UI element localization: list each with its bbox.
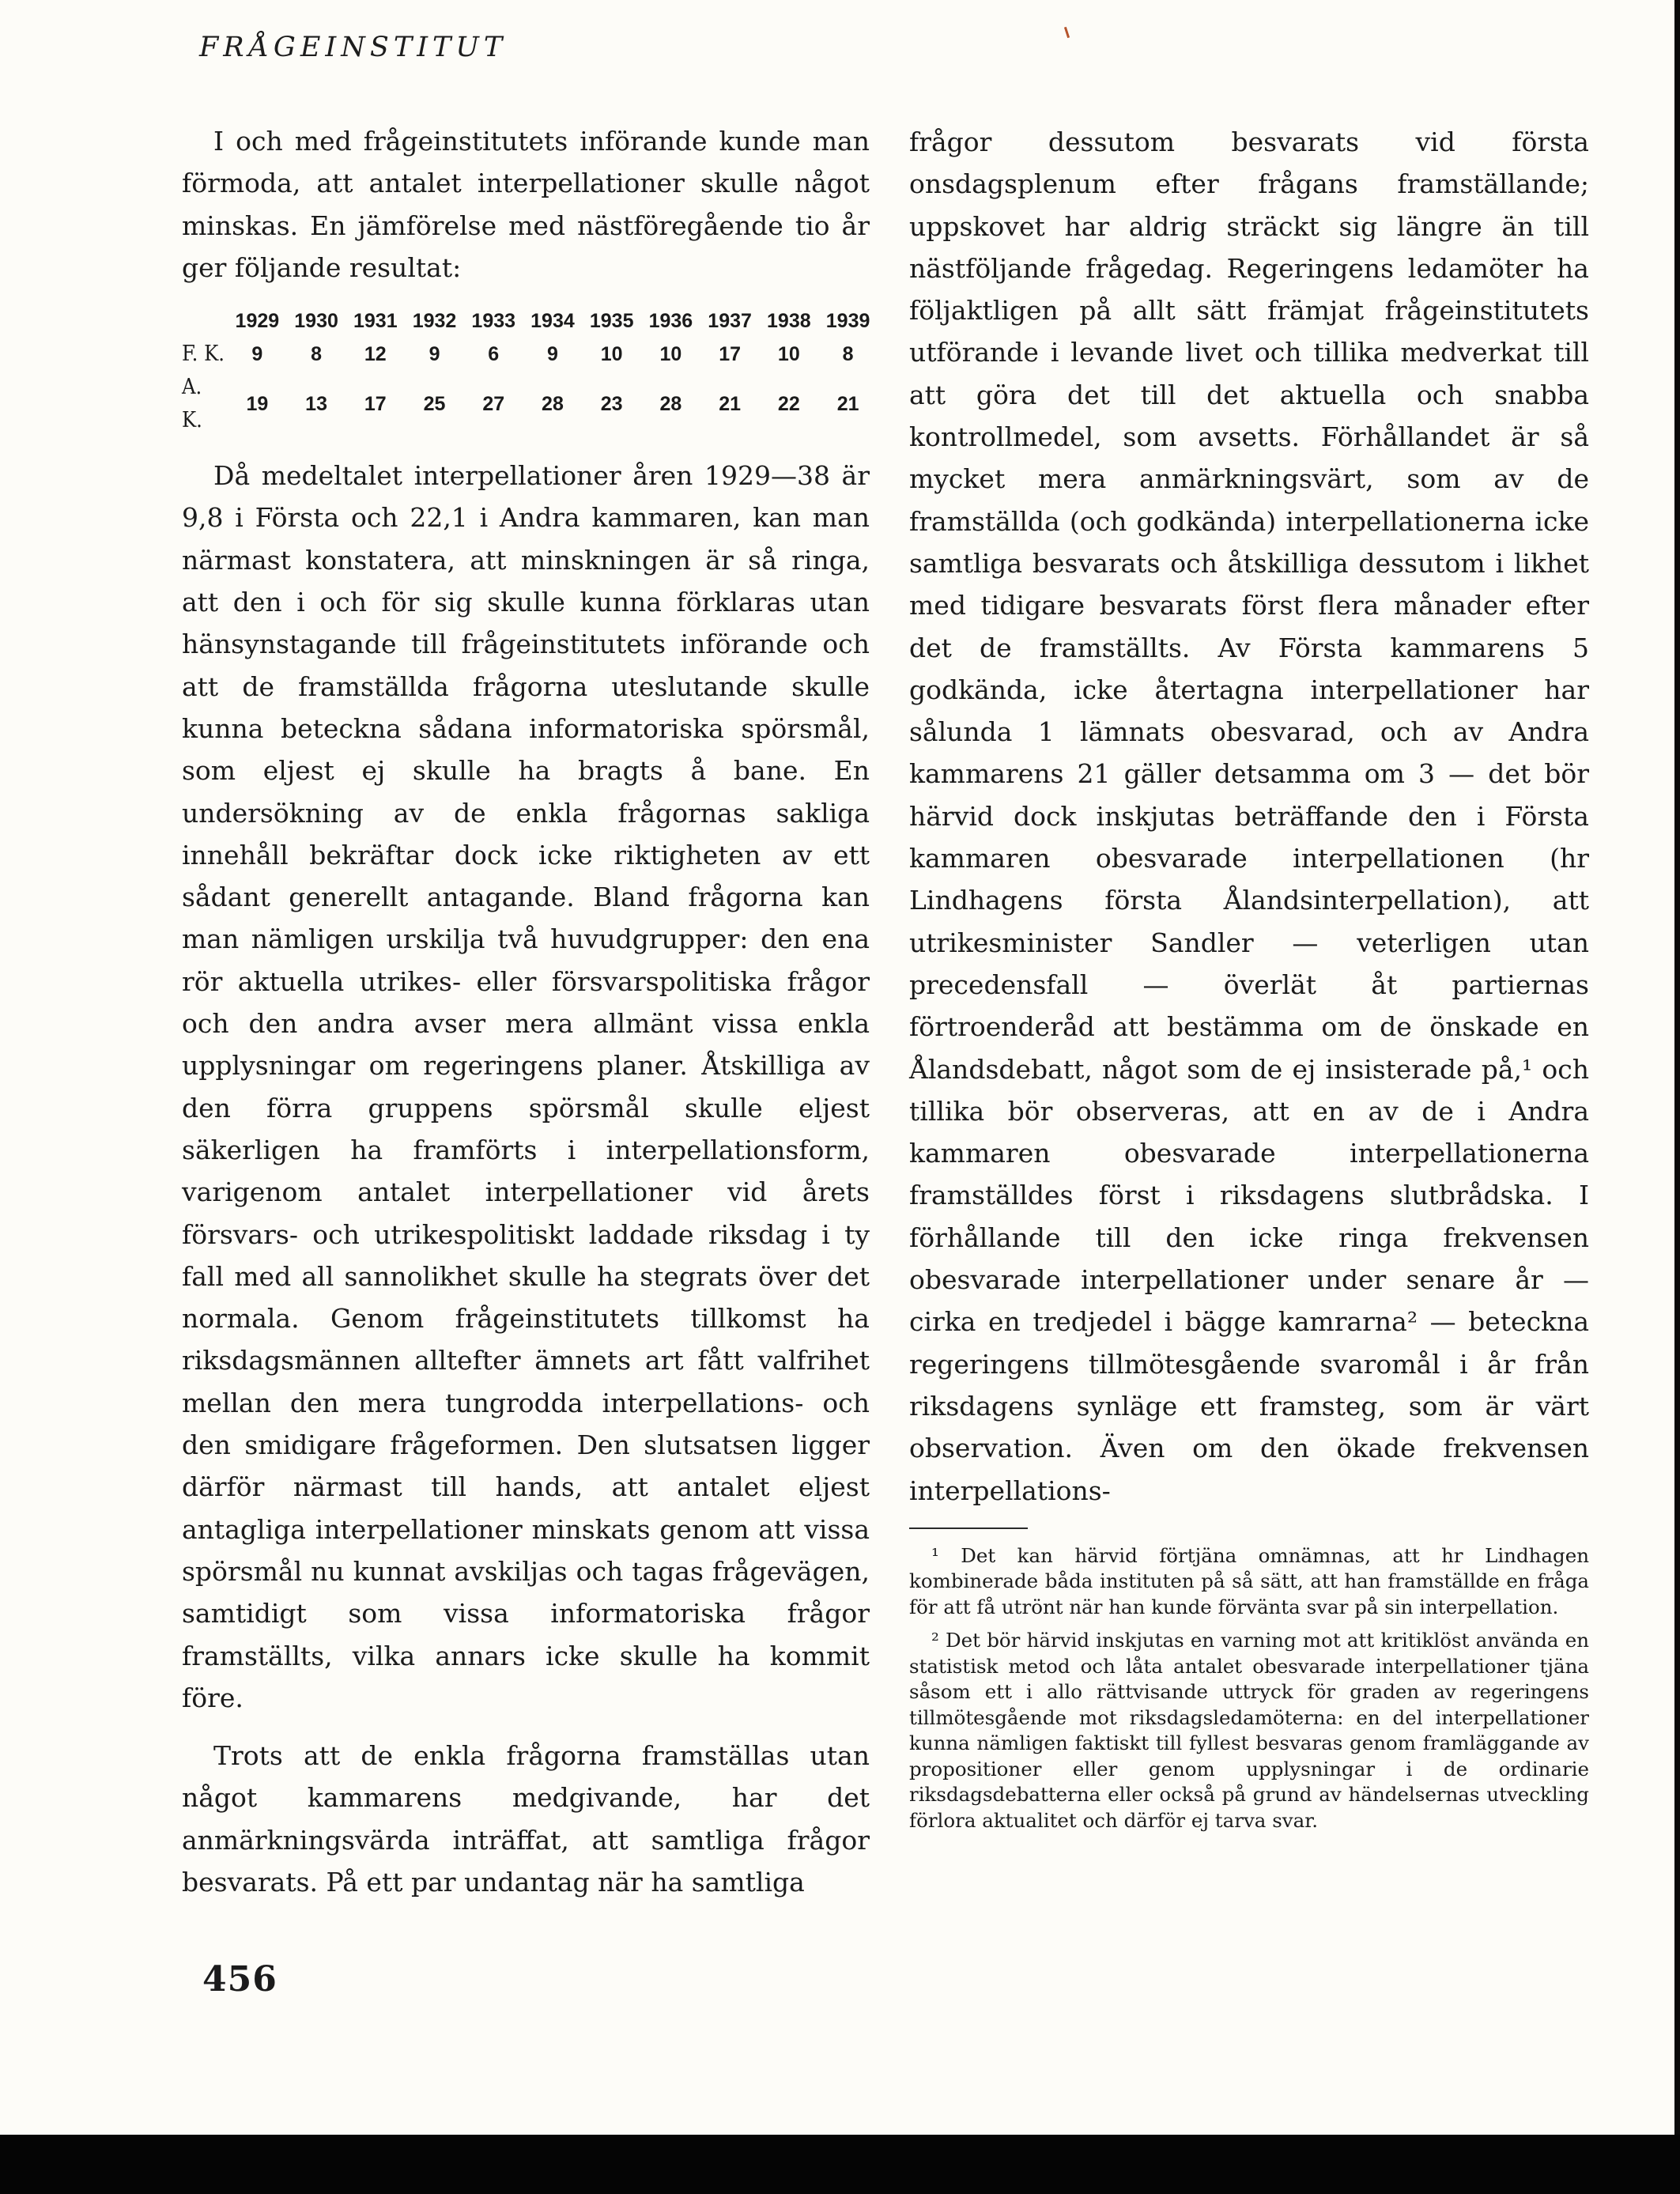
table-header-row (182, 304, 878, 338)
table-cell: 8 (311, 343, 323, 366)
year-header: 1939 (825, 310, 870, 333)
body-paragraph: Trots att de enkla frågorna framställas utan något kammarens medgivande, har det anmärkningsvärda inträffat, att samtliga frågor besvarats. På ett par undantag när ha samtliga (182, 1740, 870, 1898)
year-header: 1938 (767, 310, 811, 333)
right-column (909, 121, 1589, 1841)
table-corner (182, 304, 228, 338)
scan-border (0, 2135, 1680, 2194)
scan-edge (1674, 0, 1680, 2135)
table-cell: 19 (246, 393, 269, 416)
year-header: 1937 (708, 310, 752, 333)
footnote: ¹ Det kan härvid förtjäna omnämnas, att hr Lindhagen kombinerade båda instituten på så sätt, att han framställde en fråga för att få utrönt när han kunde förvänta svar på sin interpellation. (909, 1543, 1589, 1618)
table-row-forsta-kammaren (182, 338, 878, 371)
table-cell: 9 (428, 343, 440, 366)
table-cell: 22 (777, 393, 800, 416)
table-cell: 10 (659, 343, 682, 366)
year-header: 1931 (353, 310, 398, 333)
table-cell: 17 (364, 393, 387, 416)
table-cell: 9 (547, 343, 558, 366)
table-cell: 10 (777, 343, 800, 366)
left-column (182, 120, 870, 1919)
table-cell: 17 (719, 343, 742, 366)
table-row-andra-kammaren (182, 371, 878, 437)
year-header: 1933 (471, 310, 516, 333)
table-cell: 28 (659, 393, 682, 416)
page-number: 456 (202, 1959, 277, 2000)
year-header: 1929 (235, 310, 280, 333)
table-cell: 21 (836, 393, 859, 416)
table-cell: 9 (251, 343, 263, 366)
year-header: 1930 (294, 310, 338, 333)
table-cell: 21 (719, 393, 742, 416)
row-label: A. K. (182, 375, 202, 433)
footnote-divider (909, 1527, 1028, 1529)
year-header: 1936 (648, 310, 693, 333)
running-head: FRÅGEINSTITUT (199, 32, 508, 63)
table-cell: 10 (600, 343, 623, 366)
scan-speck (1064, 27, 1070, 38)
table-cell: 13 (305, 393, 327, 416)
body-paragraph: frågor dessutom besvarats vid första onsdagsplenum efter frågans framställande; uppskovet har aldrig sträckt sig längre än till nästföljande frågedag. Regeringens ledamöter ha följaktligen på allt sätt främjat frågeinstitutets utförande i levande livet och tillika medverkat till att göra det till det aktuella och snabba kontrollmedel, som avsetts. Förhållandet är så mycket mera anmärkningsvärt, som av de framställda (och godkända) interpellationerna icke samtliga besvarats och åtskilliga dessutom i likhet med tidigare besvarats först flera månader efter det de framställts. Av Första kammarens 5 godkända, icke återtagna interpellationer har sålunda 1 lämnats obesvarad, och av Andra kammarens 21 gäller detsamma om 3 — det bör härvid dock inskjutas beträffande den i Första kammaren obesvarade interpellationen (hr Lindhagens första Ålandsinterpellation), att utrikesminister Sandler — veterligen utan precedensfall — överlät åt partiernas förtroenderåd att bestämma om de önskade en Ålandsdebatt, något som de ej insisterade på,¹ och tillika bör observeras, att en av de i Andra kammaren obesvarade interpellationerna framställdes först i riksdagens slutbrådska. I förhållande till den icke ringa frekvensen obesvarade interpellationer under senare år — cirka en tredjedel i bägge kamrarna² — beteckna regeringens tillmötesgående svaromål i år från riksdagens synläge ett framsteg, som är värt observation. Även om den ökade frekvensen interpellations- (909, 127, 1589, 1506)
table-cell: 8 (842, 343, 854, 366)
interpellation-table (182, 304, 878, 437)
row-label: F. K. (182, 342, 225, 367)
table-cell: 6 (488, 343, 500, 366)
table-cell: 28 (542, 393, 564, 416)
body-paragraph: Då medeltalet interpellationer åren 1929—38 är 9,8 i Första och 22,1 i Andra kammaren, kan man närmast konstatera, att minskningen är så ringa, att den i och för sig skulle kunna förklaras utan hänsynstagande till frågeinstitutets införande och att de framställda frågorna uteslutande skulle kunna beteckna sådana informatoriska spörsmål, som eljest ej skulle ha bragts å bane. En undersökning av de enkla frågornas sakliga innehåll bekräftar dock icke riktigheten av ett sådant generellt antagande. Bland frågorna kan man nämligen urskilja två huvudgrupper: den ena rör aktuella utrikes- eller försvarspolitiska frågor och den andra avser mera allmänt vissa enkla upplysningar om regeringens planer. Åtskilliga av den förra gruppens spörsmål skulle eljest säkerligen ha framförts i interpellationsform, varigenom antalet interpellationer vid årets försvars- och utrikespolitiskt laddade riksdag i ty fall med all sannolikhet skulle ha stegrats över det normala. Genom frågeinstitutets tillkomst ha riksdagsmännen alltefter ämnets art fått valfrihet mellan den mera tungrodda interpellations- och den smidigare frågeformen. Den slutsatsen ligger därför närmast till hands, att antalet eljest antagliga interpellationer minskats genom att vissa spörsmål nu kunnat avskiljas och tagas frågevägen, samtidigt som vissa informatoriska frågor framställts, vilka annars icke skulle ha kommit före. (182, 460, 870, 1713)
year-header: 1935 (589, 310, 634, 333)
year-header: 1932 (412, 310, 457, 333)
intro-paragraph: I och med frågeinstitutets införande kunde man förmoda, att antalet interpellationer skulle något minskas. En jämförelse med nästföregående tio år ger följande resultat: (182, 126, 870, 283)
table-cell: 27 (482, 393, 505, 416)
year-header: 1934 (530, 310, 575, 333)
table-cell: 12 (364, 343, 387, 366)
table-cell: 25 (423, 393, 446, 416)
table-cell: 23 (600, 393, 623, 416)
footnote: ² Det bör härvid inskjutas en varning mot att kritiklöst använda en statistisk metod och låta antalet obesvarade interpellationer tjäna såsom ett i allo rättvisande uttryck för graden av regeringens tillmötesgående mot riksdagsledamöterna: en del interpellationer kunna nämligen faktiskt till fyllest besvaras genom framläggande av propositioner eller genom upplysningar i de ordinarie riksdagsdebatterna eller också på grund av händelsernas utveckling förlora aktualitet och därför ej tarva svar. (909, 1629, 1589, 1832)
